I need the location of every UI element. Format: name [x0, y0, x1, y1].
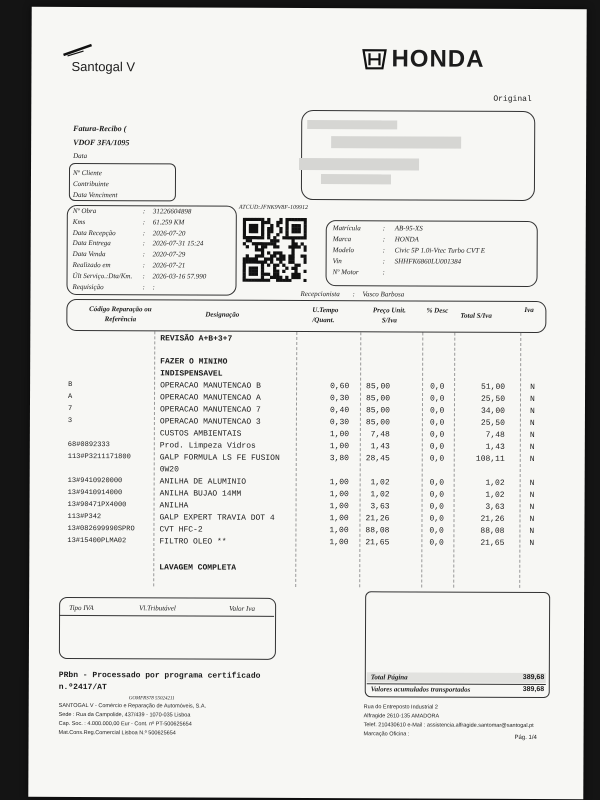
row-code: 68#0892333 — [67, 440, 110, 450]
row-discount: 0,0 — [429, 502, 444, 512]
row-vat: N — [529, 490, 535, 500]
work-order-field-value: 31226604898 — [152, 207, 192, 216]
row-quantity: 1,00 — [329, 478, 349, 488]
receptionist-name: Vasco Barbosa — [362, 290, 405, 299]
row-unit-price: 21,26 — [365, 514, 390, 524]
vehicle-field-colon: : — [382, 246, 386, 255]
redacted-address-line — [307, 120, 397, 129]
vehicle-field-colon: : — [382, 257, 385, 266]
row-total: 25,50 — [480, 418, 505, 428]
vehicle-field-label: Matrícula — [332, 224, 361, 233]
work-order-field-value: : — [152, 282, 155, 291]
row-unit-price: 85,00 — [365, 394, 391, 404]
vehicle-field-label: Vin — [332, 257, 342, 266]
work-order-field-value: 2026-03-16 57.990 — [152, 272, 207, 281]
vehicle-field-colon: : — [382, 224, 386, 233]
due-date-label: Data Venciment — [72, 190, 118, 200]
row-discount: 0,0 — [429, 394, 445, 404]
row-unit-price: 1,02 — [370, 478, 390, 488]
row-total: 1,02 — [485, 490, 505, 500]
date-label: Data — [73, 151, 88, 161]
row-description: ANILHA — [159, 501, 189, 511]
vehicle-field-label: Modelo — [332, 246, 355, 255]
row-code: 13#15400PLMA02 — [67, 536, 127, 546]
row-quantity: 0,30 — [329, 394, 350, 404]
brand-name: HONDA — [391, 45, 485, 73]
vat-value-label: Valor Iva — [229, 604, 255, 613]
col-header-time: U.Tempo /Quant. — [312, 306, 339, 325]
row-unit-price: 28,45 — [365, 454, 390, 464]
row-description: OPERACAO MANUTENCAO A — [160, 393, 261, 403]
work-order-field-label: Nº Obra — [72, 206, 97, 216]
row-discount: 0,0 — [429, 442, 445, 452]
row-quantity: 1,00 — [329, 514, 349, 524]
page-number: Pág. 1/4 — [514, 734, 537, 742]
redacted-address-line — [299, 158, 419, 171]
row-description: GALP EXPERT TRAVIA DOT 4 — [159, 513, 275, 523]
row-code: 113#P342 — [67, 512, 102, 522]
row-vat: N — [530, 382, 535, 392]
receptionist-label: Recepcionista — [300, 289, 340, 299]
row-total: 1,02 — [485, 478, 505, 488]
footer-workshop-line: Marcação Oficina : — [363, 731, 410, 738]
col-header-discount: % Desc — [426, 306, 449, 315]
work-order-field-value: 2020-07-29 — [152, 250, 186, 259]
work-order-field-value: 61.259 KM — [152, 218, 185, 227]
row-total: 34,00 — [480, 406, 505, 416]
row-code: 13#9410920000 — [67, 476, 123, 486]
row-discount: 0,0 — [429, 430, 445, 440]
redacted-address-line — [331, 136, 461, 149]
page-total-label: Total Página — [370, 673, 408, 682]
work-order-field-label: Realizado em — [72, 260, 111, 270]
row-description: ANILHA DE ALUMINIO — [159, 477, 247, 487]
certification-ref: GOMFRS78 55024211 — [128, 696, 175, 702]
row-description: 0W20 — [159, 465, 179, 475]
row-unit-price: 85,00 — [365, 406, 390, 416]
row-code: A — [68, 392, 73, 401]
carried-value: 389,68 — [522, 685, 545, 694]
atcud-code: ATCUD:JFNK9V8F-109912 — [238, 204, 308, 212]
work-order-field-value: 2026-07-20 — [152, 228, 186, 238]
vehicle-field-label: Nº Motor — [332, 268, 359, 277]
row-quantity: 3,80 — [329, 454, 349, 464]
certification-line-2: n.º2417/AT — [58, 682, 107, 693]
copy-label: Original — [493, 94, 532, 104]
table-row — [29, 537, 584, 551]
row-unit-price: 85,00 — [366, 382, 391, 392]
section-wash: LAVAGEM COMPLETA — [159, 563, 237, 573]
footer-company-line: SANTOGAL V - Comércio e Reparação de Automóveis, S.A. — [58, 702, 207, 710]
work-order-field-colon: : — [142, 228, 146, 237]
work-order-field-colon: : — [142, 239, 146, 248]
doc-type: Fatura-Recibo ( — [73, 123, 127, 134]
page-total-value: 389,68 — [522, 673, 545, 682]
work-order-field-colon: : — [142, 218, 146, 227]
redacted-address-line — [321, 174, 391, 184]
row-discount: 0,0 — [429, 478, 445, 488]
row-discount: 0,0 — [429, 490, 445, 500]
work-order-field-label: Kms — [72, 217, 86, 226]
col-header-vat: Iva — [524, 305, 534, 314]
row-vat: N — [529, 454, 535, 464]
vehicle-field-label: Marca — [332, 235, 352, 244]
col-header-unit-price: Preço Unit. S/Iva — [372, 306, 406, 325]
col-header-code: Código Reparação ou Referência — [89, 305, 152, 324]
row-discount: 0,0 — [429, 538, 444, 548]
row-total: 25,50 — [480, 394, 506, 404]
row-code: 13#90471PX4000 — [67, 500, 127, 510]
row-quantity: 1,00 — [329, 442, 350, 452]
santogal-logo-icon — [62, 43, 94, 57]
certification-line-1: PRbn - Processado por programa certificado — [58, 670, 261, 681]
row-total: 1,43 — [485, 442, 505, 452]
row-description: OPERACAO MANUTENCAO 7 — [159, 405, 261, 415]
row-discount: 0,0 — [429, 526, 444, 536]
vehicle-field-value: HONDA — [394, 235, 419, 244]
row-total: 51,00 — [481, 382, 506, 392]
work-order-field-colon: : — [142, 207, 146, 216]
row-total: 88,08 — [480, 526, 505, 536]
footer-company-line: Cap. Soc. : 4.000.000,00 Eur - Cont. nº PT-500625654 — [58, 720, 192, 728]
row-description: CUSTOS AMBIENTAIS — [159, 429, 242, 439]
row-discount: 0,0 — [429, 406, 445, 416]
qr-code — [243, 218, 307, 282]
work-order-field-label: Data Entrega — [72, 239, 111, 248]
row-code: 113#P3211171800 — [67, 452, 131, 462]
row-quantity: 0,60 — [330, 382, 350, 392]
row-quantity: 0,30 — [329, 418, 350, 428]
row-unit-price: 88,08 — [365, 526, 390, 536]
row-vat: N — [529, 418, 535, 428]
row-unit-price: 21,65 — [365, 538, 390, 548]
row-quantity: 1,00 — [329, 526, 349, 536]
row-vat: N — [529, 442, 535, 452]
taxable-label: Vl.Tributável — [139, 604, 176, 613]
row-description: OPERACAO MANUTENCAO 3 — [159, 417, 261, 427]
work-order-field-label: Requisição — [72, 282, 104, 291]
row-total: 21,65 — [480, 538, 505, 548]
work-order-field-colon: : — [142, 272, 145, 281]
row-quantity: 0,40 — [329, 406, 350, 416]
row-vat: N — [529, 406, 535, 416]
row-code: 3 — [67, 416, 73, 425]
row-vat: N — [529, 478, 535, 488]
row-unit-price: 1,43 — [370, 442, 390, 452]
client-number-label: Nº Cliente — [72, 168, 102, 178]
work-order-field-value: 2026-07-21 — [152, 261, 186, 270]
section-minimum-2: INDISPENSAVEL — [160, 369, 223, 379]
work-order-field-colon: : — [142, 282, 145, 291]
row-code: 7 — [67, 404, 73, 413]
row-description: CVT HFC-2 — [159, 525, 203, 535]
row-discount: 0,0 — [429, 418, 445, 428]
col-header-total: Total S/Iva — [460, 311, 492, 320]
carried-label: Valores acumulados transportados — [370, 685, 471, 694]
doc-number: VDOF 3FA/1095 — [73, 137, 130, 148]
taxpayer-label: Contribuinte — [72, 179, 109, 189]
supplier-name: Santogal V — [71, 58, 136, 75]
work-order-field-colon: : — [142, 261, 145, 270]
row-unit-price: 7,48 — [370, 430, 390, 440]
row-unit-price: 1,02 — [370, 490, 390, 500]
vehicle-field-value: Civic 5P 1.0i-Vtec Turbo CVT E — [394, 246, 486, 255]
work-order-field-label: Data Venda — [72, 250, 106, 259]
row-description: FILTRO OLEO ** — [159, 537, 227, 547]
row-vat: N — [529, 538, 535, 548]
work-order-field-label: Data Recepção — [72, 228, 116, 237]
row-total: 3,63 — [485, 502, 505, 512]
footer-workshop-line: Alfragide 2610-135 AMADORA — [363, 713, 440, 720]
section-revision: REVISÃO A+B+3+7 — [160, 334, 233, 344]
row-total: 21,26 — [480, 514, 505, 524]
row-discount: 0,0 — [429, 514, 444, 524]
row-quantity: 1,00 — [329, 538, 349, 548]
work-order-field-colon: : — [142, 250, 146, 259]
vehicle-field-value: AB-95-XS — [394, 224, 423, 233]
footer-workshop-line: Telef. 210430610 e-Mail : assistencia.alfragide.santomar@santogal.pt — [363, 722, 534, 729]
row-code: 13#082699990SPRO — [67, 524, 135, 534]
invoice-sheet — [28, 7, 586, 799]
footer-workshop-line: Rua do Entreposto Industrial 2 — [363, 704, 438, 711]
row-description: OPERACAO MANUTENCAO B — [160, 381, 261, 391]
row-total: 108,11 — [475, 454, 505, 464]
row-vat: N — [529, 394, 535, 404]
row-unit-price: 85,00 — [365, 418, 390, 428]
row-vat: N — [529, 526, 535, 536]
col-header-designation: Designação — [205, 310, 240, 319]
footer-company-line: Sede : Rua da Campolide, 437/439 - 1070-035 Lisboa — [58, 711, 191, 719]
row-code: 13#9410914000 — [67, 488, 123, 498]
row-description: GALP FORMULA LS FE FUSION — [159, 453, 280, 463]
section-minimum-1: FAZER O MINIMO — [160, 357, 228, 367]
row-total: 7,48 — [485, 430, 505, 440]
row-unit-price: 3,63 — [370, 502, 390, 512]
work-order-field-label: Últ Serviço.:Dta/Km. — [72, 271, 133, 281]
footer-company-line: Mat.Cons.Reg.Comercial Lisboa N.º 500625654 — [58, 729, 176, 737]
vehicle-field-colon: : — [382, 235, 386, 244]
vehicle-field-value: SHHFK6860LU001384 — [394, 257, 462, 266]
row-description: Prod. Limpeza Vidros — [159, 441, 256, 451]
row-vat: N — [529, 514, 535, 524]
row-quantity: 1,00 — [329, 430, 350, 440]
row-quantity: 1,00 — [329, 502, 349, 512]
row-code: B — [68, 380, 73, 389]
row-vat: N — [529, 430, 535, 440]
row-description: ANILHA BUJAO 14MM — [159, 489, 242, 499]
honda-wing-icon — [361, 48, 387, 70]
vat-type-label: Tipo IVA — [69, 603, 94, 613]
row-quantity: 1,00 — [329, 490, 349, 500]
work-order-field-value: 2026-07-31 15:24 — [152, 239, 204, 248]
row-discount: 0,0 — [429, 454, 445, 464]
row-vat: N — [529, 502, 535, 512]
vehicle-field-colon: : — [382, 268, 385, 277]
receptionist-colon: : — [352, 290, 355, 299]
row-discount: 0,0 — [430, 382, 445, 392]
